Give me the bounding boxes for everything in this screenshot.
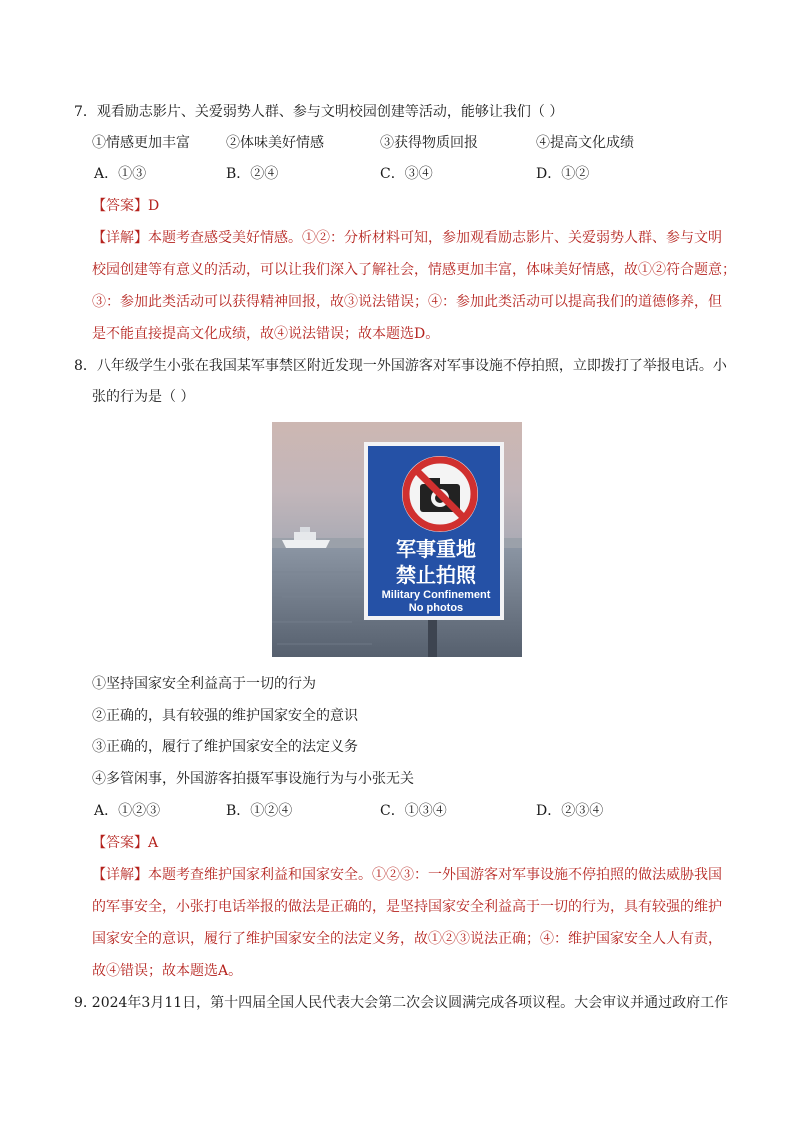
answer-tag: 【答案】 [92,835,148,851]
q7-option-d: D．①② [536,166,590,182]
q8-item-2: ②正确的，具有较强的维护国家安全的意识 [92,708,358,724]
q7-item-2: ②体味美好情感 [226,135,324,151]
q7-option-b: B．②④ [226,166,279,182]
sign-line-4: No photos [408,602,464,614]
q7-option-a: A．①③ [94,166,147,182]
detail-tag: 【详解】 [92,867,148,883]
q7-answer [92,196,159,216]
q8-option-a: A．①②③ [94,803,161,819]
q8-detail-line-3: 国家安全的意识，履行了维护国家安全的法定义务，故①②③说法正确；④：维护国家安全人人有责， [92,931,722,947]
q8-item-3: ③正确的，履行了维护国家安全的法定义务 [92,739,358,755]
q7-stem: 7．观看励志影片、关爱弱势人群、参与文明校园创建等活动，能够让我们（ ） [74,104,564,120]
q7-item-3: ③获得物质回报 [380,135,478,151]
q8-item-4: ④多管闲事，外国游客拍摄军事设施行为与小张无关 [92,771,414,787]
q7-detail-line-4: 是不能直接提高文化成绩，故④说法错误；故本题选D。 [92,326,440,342]
q8-detail-line-2: 的军事安全，小张打电话举报的做法是正确的，是坚持国家安全利益高于一切的行为，具有较强的维护 [92,899,722,915]
q7-detail-line-1 [92,228,722,248]
q8-option-c: C．①③④ [380,803,447,819]
sign-line-2: 禁止拍照 [396,563,476,587]
q7-item-4: ④提高文化成绩 [536,135,634,151]
q8-detail-line-4: 故④错误；故本题选A。 [92,963,243,979]
answer-value: D [148,198,160,214]
q8-option-d: D．②③④ [536,803,604,819]
no-photo-sign-image [272,422,522,657]
q8-answer [92,833,158,853]
answer-value: A [148,835,159,851]
q7-option-c: C．③④ [380,166,433,182]
detail-text: 本题考查维护国家利益和国家安全。①②③：一外国游客对军事设施不停拍照的做法威胁我国 [148,867,722,883]
sign-line-1: 军事重地 [396,537,476,561]
q8-stem-line-1: 8．八年级学生小张在我国某军事禁区附近发现一外国游客对军事设施不停拍照，立即拨打了举报电话。小 [74,358,727,374]
sign-line-3: Military Confinement [381,589,491,601]
q9-stem: 9. 2024年3月11日，第十四届全国人民代表大会第二次会议圆满完成各项议程。大会审议并通过政府工作 [74,995,729,1011]
q8-detail-line-1 [92,865,722,885]
answer-tag: 【答案】 [92,198,148,214]
q8-item-1: ①坚持国家安全利益高于一切的行为 [92,676,316,692]
q7-item-1: ①情感更加丰富 [92,135,190,151]
detail-text: 本题考查感受美好情感。①②：分析材料可知，参加观看励志影片、关爱弱势人群、参与文明 [148,230,722,246]
q8-stem-line-2: 张的行为是（ ） [92,389,195,405]
detail-tag: 【详解】 [92,230,148,246]
q7-detail-line-2: 校园创建等有意义的活动，可以让我们深入了解社会，情感更加丰富，体味美好情感，故①②符合题意； [92,262,736,278]
q8-option-b: B．①②④ [226,803,293,819]
q7-detail-line-3: ③：参加此类活动可以获得精神回报，故③说法错误；④：参加此类活动可以提高我们的道德修养，但 [92,294,722,310]
